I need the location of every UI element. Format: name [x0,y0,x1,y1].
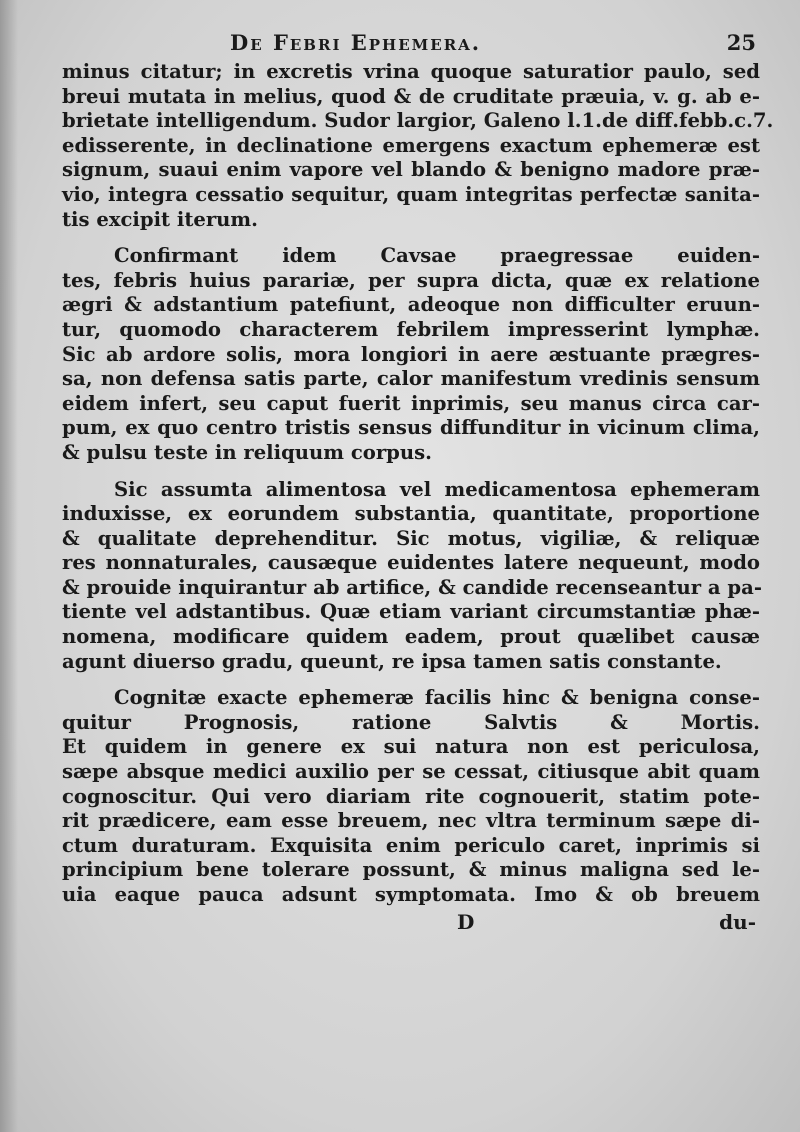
text-line: edisserente, in declinatione emergens exactum ephemeræ est [62,133,760,157]
text-line: brietate intelligendum. Sudor largior, Galeno l.1.de diff.febb.c.7. [62,109,774,133]
text-line: tes, febris huius parariæ, per supra dicta, quæ ex relatione [62,268,760,292]
text-line: sæpe absque medici auxilio per se cessat, citiusque abit quam [62,760,760,784]
text-line: Sic assumta alimentosa vel medicamentosa ephemeram [114,477,760,501]
text-line: tur, quomodo characterem febrilem impresserint lymphæ. [62,317,760,341]
signature-mark: D [457,909,475,934]
text-line: tiente vel adstantibus. Quæ etiam variant circumstantiæ phæ- [62,600,760,624]
text-line: signum, suaui enim vapore vel blando & benigno madore præ- [62,158,760,182]
text-line: minus citatur; in excretis vrina quoque saturatior paulo, sed [62,60,760,83]
text-line: tis excipit iterum. [62,207,258,231]
text-line: Cognitæ exacte ephemeræ facilis hinc & benigna conse- [114,686,760,710]
text-line: uia eaque pauca adsunt symptomata. Imo & ob breuem [62,883,760,906]
text-line: pum, ex quo centro tristis sensus diffunditur in vicinum clima, [62,416,760,440]
paragraph-1 [62,60,774,232]
text-line: & prouide inquirantur ab artifice, & candide recenseantur a pa- [62,575,762,599]
text-line: quitur Prognosis, ratione Salvtis & Mortis. [62,710,760,734]
page-body [62,60,774,908]
paragraph-2 [62,244,760,465]
paragraph-4 [62,686,760,907]
text-line: induxisse, ex eorundem substantia, quantitate, proportione [62,502,760,526]
catchword: du- [719,909,756,934]
text-line: principium bene tolerare possunt, & minus maligna sed le- [62,858,760,882]
text-line: ctum duraturam. Exquisita enim periculo caret, inprimis si [62,833,760,857]
text-line: sa, non defensa satis parte, calor manifestum vredinis sensum [62,367,760,391]
text-line: Et quidem in genere ex sui natura non est periculosa, [62,735,760,759]
text-line: cognoscitur. Qui vero diariam rite cognouerit, statim pote- [62,784,760,808]
running-head: De Febri Ephemera. [230,30,482,55]
page-header [62,30,760,60]
text-line: rit prædicere, eam esse breuem, nec vltra terminum sæpe di- [62,809,760,833]
text-line: vio, integra cessatio sequitur, quam integritas perfectæ sanita- [62,182,760,206]
page-number: 25 [726,30,756,55]
page-footer [62,910,760,940]
text-line: nomena, modificare quidem eadem, prout quælibet causæ [62,625,760,649]
text-line: ægri & adstantium patefiunt, adeoque non difficulter eruun- [62,293,760,317]
paragraph-3 [62,478,760,675]
text-line: Confirmant idem Cavsae praegressae euiden- [114,244,760,268]
text-line: breui mutata in melius, quod & de cruditate præuia, v. g. ab e- [62,84,760,108]
text-line: & qualitate deprehenditur. Sic motus, vigiliæ, & reliquæ [62,526,760,550]
text-line: & pulsu teste in reliquum corpus. [62,440,432,464]
text-line: agunt diuerso gradu, queunt, re ipsa tamen satis constante. [62,649,722,673]
text-line: Sic ab ardore solis, mora longiori in aere æstuante prægres- [62,342,760,366]
text-line: res nonnaturales, causæque euidentes latere nequeunt, modo [62,551,760,575]
text-line: eidem infert, seu caput fuerit inprimis, seu manus circa car- [62,391,760,415]
